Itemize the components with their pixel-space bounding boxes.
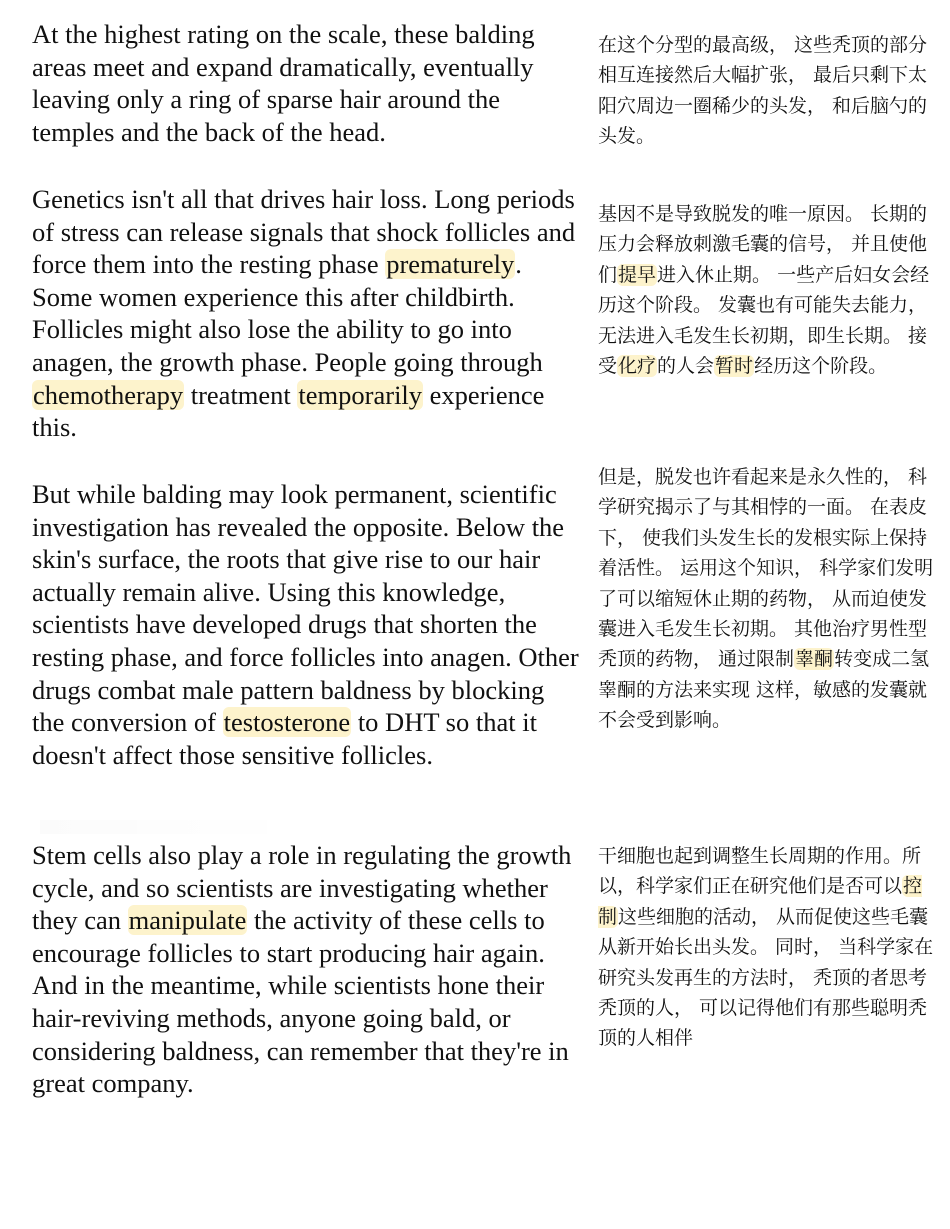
text-segment: 基因不是导致脱发的唯一原因。 长期的压力会释放刺激毛囊的信号， 并且使他们: [598, 203, 928, 286]
text-segment: 但是，脱发也许看起来是永久性的， 科学研究揭示了与其相悖的一面。 在表皮下， 使我们头发生长的发根实际上保持着活性。 运用这个知识， 科学家们发明了可以缩短休止期的药物， 从而迫使发囊进入毛发生长初期。 其他治疗男性型秃顶的药物， 通过限制: [598, 466, 934, 671]
text-segment: 这些细胞的活动， 从而促使这些毛囊从新开始长出头发。 同时， 当科学家在研究头发再生的方法时， 秃顶的者思考秃顶的人， 可以记得他们有那些聪明秃顶的人相伴: [598, 905, 934, 1050]
text-segment: 干细胞也起到调整生长周期的作用。所以，科学家们正在研究他们是否可以: [598, 845, 922, 898]
highlighted-word[interactable]: 控制: [598, 875, 923, 928]
highlighted-word[interactable]: 暂时: [715, 355, 754, 378]
text-segment: treatment: [184, 379, 298, 410]
english-paragraph-3: [32, 478, 582, 771]
text-segment: Genetics isn't all that drives hair loss. Long periods of stress can release signals that shock follicles and force them into the resting phase: [32, 184, 576, 280]
text-segment: 转变成二氢睾酮的方法来实现 这样，敏感的发囊就不会受到影响。: [598, 648, 930, 732]
english-paragraph-1: [32, 18, 582, 148]
chinese-paragraph-1: [598, 30, 936, 152]
text-segment: Stem cells also play a role in regulating the growth cycle, and so scientists are investigating whether they can: [32, 840, 572, 936]
text-segment: to DHT so that it doesn't affect those sensitive follicles.: [32, 707, 537, 770]
text-segment: the activity of these cells to encourage follicles to start producing hair again. And in the meantime, while scientists hone their hair-reviving methods, anyone going bald, or considering baldness, can remember that they're in great company.: [32, 905, 569, 1099]
text-segment: But while balding may look permanent, scientific investigation has revealed the opposite. Below the skin's surface, the roots that give rise to our hair actually remain alive. Using this knowledge, scientists have developed drugs that shorten the resting phase, and force follicles into anagen. Other drugs combat male pattern baldness by blocking the conversion of: [32, 479, 579, 738]
faint-scan-mark: [40, 820, 300, 834]
chinese-paragraph-4: [598, 841, 936, 1054]
text-segment: experience this.: [32, 379, 545, 443]
highlighted-word[interactable]: chemotherapy: [33, 379, 184, 410]
text-segment: 经历这个阶段。: [754, 355, 888, 378]
highlighted-word[interactable]: prematurely: [386, 249, 515, 280]
highlighted-word[interactable]: temporarily: [298, 379, 423, 410]
text-segment: . Some women experience this after childbirth. Follicles might also lose the ability to go into anagen, the growth phase. People going through: [32, 249, 543, 377]
text-segment: 在这个分型的最高级， 这些秃顶的部分相互连接然后大幅扩张， 最后只剩下太阳穴周边一圈稀少的头发， 和后脑勺的头发。: [598, 34, 928, 148]
highlighted-word[interactable]: 化疗: [618, 355, 657, 378]
highlighted-word[interactable]: 提早: [618, 263, 657, 286]
highlighted-word[interactable]: manipulate: [128, 905, 247, 936]
english-paragraph-2: [32, 183, 582, 444]
highlighted-word[interactable]: testosterone: [223, 707, 351, 738]
text-segment: 的人会: [657, 355, 715, 378]
chinese-paragraph-2: [598, 199, 936, 381]
text-segment: At the highest rating on the scale, these balding areas meet and expand dramatically, eventually leaving only a ring of sparse hair around the temples and the back of the head.: [32, 19, 535, 147]
text-segment: 进入休止期。 一些产后妇女会经历这个阶段。 发囊也有可能失去能力， 无法进入毛发生长初期，即生长期。 接受: [598, 263, 930, 378]
chinese-paragraph-3: [598, 462, 936, 736]
english-paragraph-4: [32, 839, 582, 1100]
highlighted-word[interactable]: 睾酮: [795, 648, 834, 671]
